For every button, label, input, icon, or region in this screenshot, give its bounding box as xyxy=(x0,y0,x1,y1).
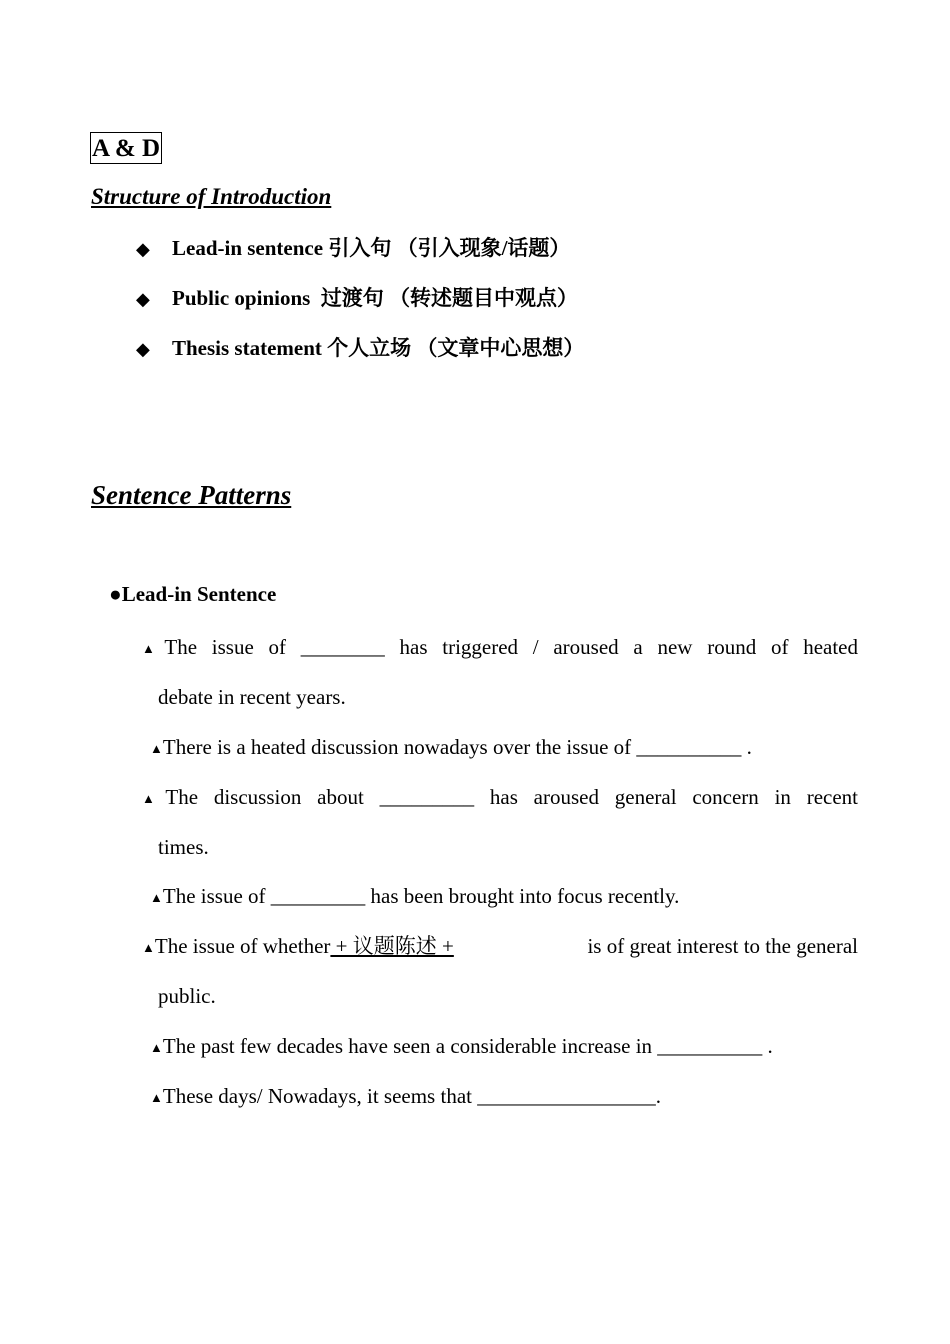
pattern-line xyxy=(142,632,858,664)
triangle-bullet-icon: ▲ xyxy=(142,940,155,955)
subheading-label: Lead-in Sentence xyxy=(121,582,277,606)
pattern-line-continued: public. xyxy=(158,984,216,1008)
triangle-bullet-icon: ▲ xyxy=(142,791,166,806)
pattern-line xyxy=(150,1081,661,1113)
pattern-line-continued: times. xyxy=(158,835,209,859)
circle-bullet-icon: ● xyxy=(109,582,122,606)
structure-heading: Structure of Introduction xyxy=(91,184,332,209)
lead-in-subheading xyxy=(109,582,276,607)
triangle-bullet-icon: ▲ xyxy=(150,1040,163,1055)
structure-item-zh: 引入句 （引入现象/话题） xyxy=(328,236,571,260)
structure-item xyxy=(136,283,578,313)
pattern-text: The past few decades have seen a considerable increase in __________ . xyxy=(162,1034,773,1058)
pattern-line-continued: debate in recent years. xyxy=(158,685,346,709)
pattern-text: The issue of _________ has been brought into focus recently. xyxy=(162,884,680,908)
pattern-line xyxy=(150,732,752,764)
structure-item-en: Lead-in sentence xyxy=(172,236,324,260)
structure-item-zh: 过渡句 （转述题目中观点） xyxy=(320,286,579,310)
triangle-bullet-icon: ▲ xyxy=(150,741,163,756)
triangle-bullet-icon: ▲ xyxy=(150,890,163,905)
diamond-bullet-icon: ◆ xyxy=(136,239,150,259)
pattern-text: The discussion about _________ has aroused general concern in recent xyxy=(165,785,858,809)
topic-placeholder: + 议题陈述 + xyxy=(330,934,454,958)
boxed-title: A & D xyxy=(90,132,162,164)
pattern-text: These days/ Nowadays, it seems that _________________. xyxy=(162,1084,661,1108)
structure-item xyxy=(136,233,570,263)
triangle-bullet-icon: ▲ xyxy=(150,1090,163,1105)
pattern-line xyxy=(150,881,679,913)
structure-item xyxy=(136,333,584,363)
structure-item-en: Thesis statement xyxy=(172,336,322,360)
structure-item-en: Public opinions xyxy=(172,286,311,310)
diamond-bullet-icon: ◆ xyxy=(136,339,150,359)
pattern-text: There is a heated discussion nowadays over the issue of __________ . xyxy=(162,735,752,759)
pattern-text-tail: is of great interest to the general xyxy=(587,934,858,958)
diamond-bullet-icon: ◆ xyxy=(136,289,150,309)
pattern-line xyxy=(142,931,858,963)
pattern-text: The issue of ________ has triggered / aroused a new round of heated xyxy=(164,635,858,659)
triangle-bullet-icon: ▲ xyxy=(142,641,165,656)
pattern-line xyxy=(142,782,858,814)
pattern-text: The issue of whether xyxy=(154,934,331,958)
structure-item-zh: 个人立场 （文章中心思想） xyxy=(327,336,585,360)
pattern-line xyxy=(150,1031,773,1063)
patterns-heading: Sentence Patterns xyxy=(91,480,292,510)
